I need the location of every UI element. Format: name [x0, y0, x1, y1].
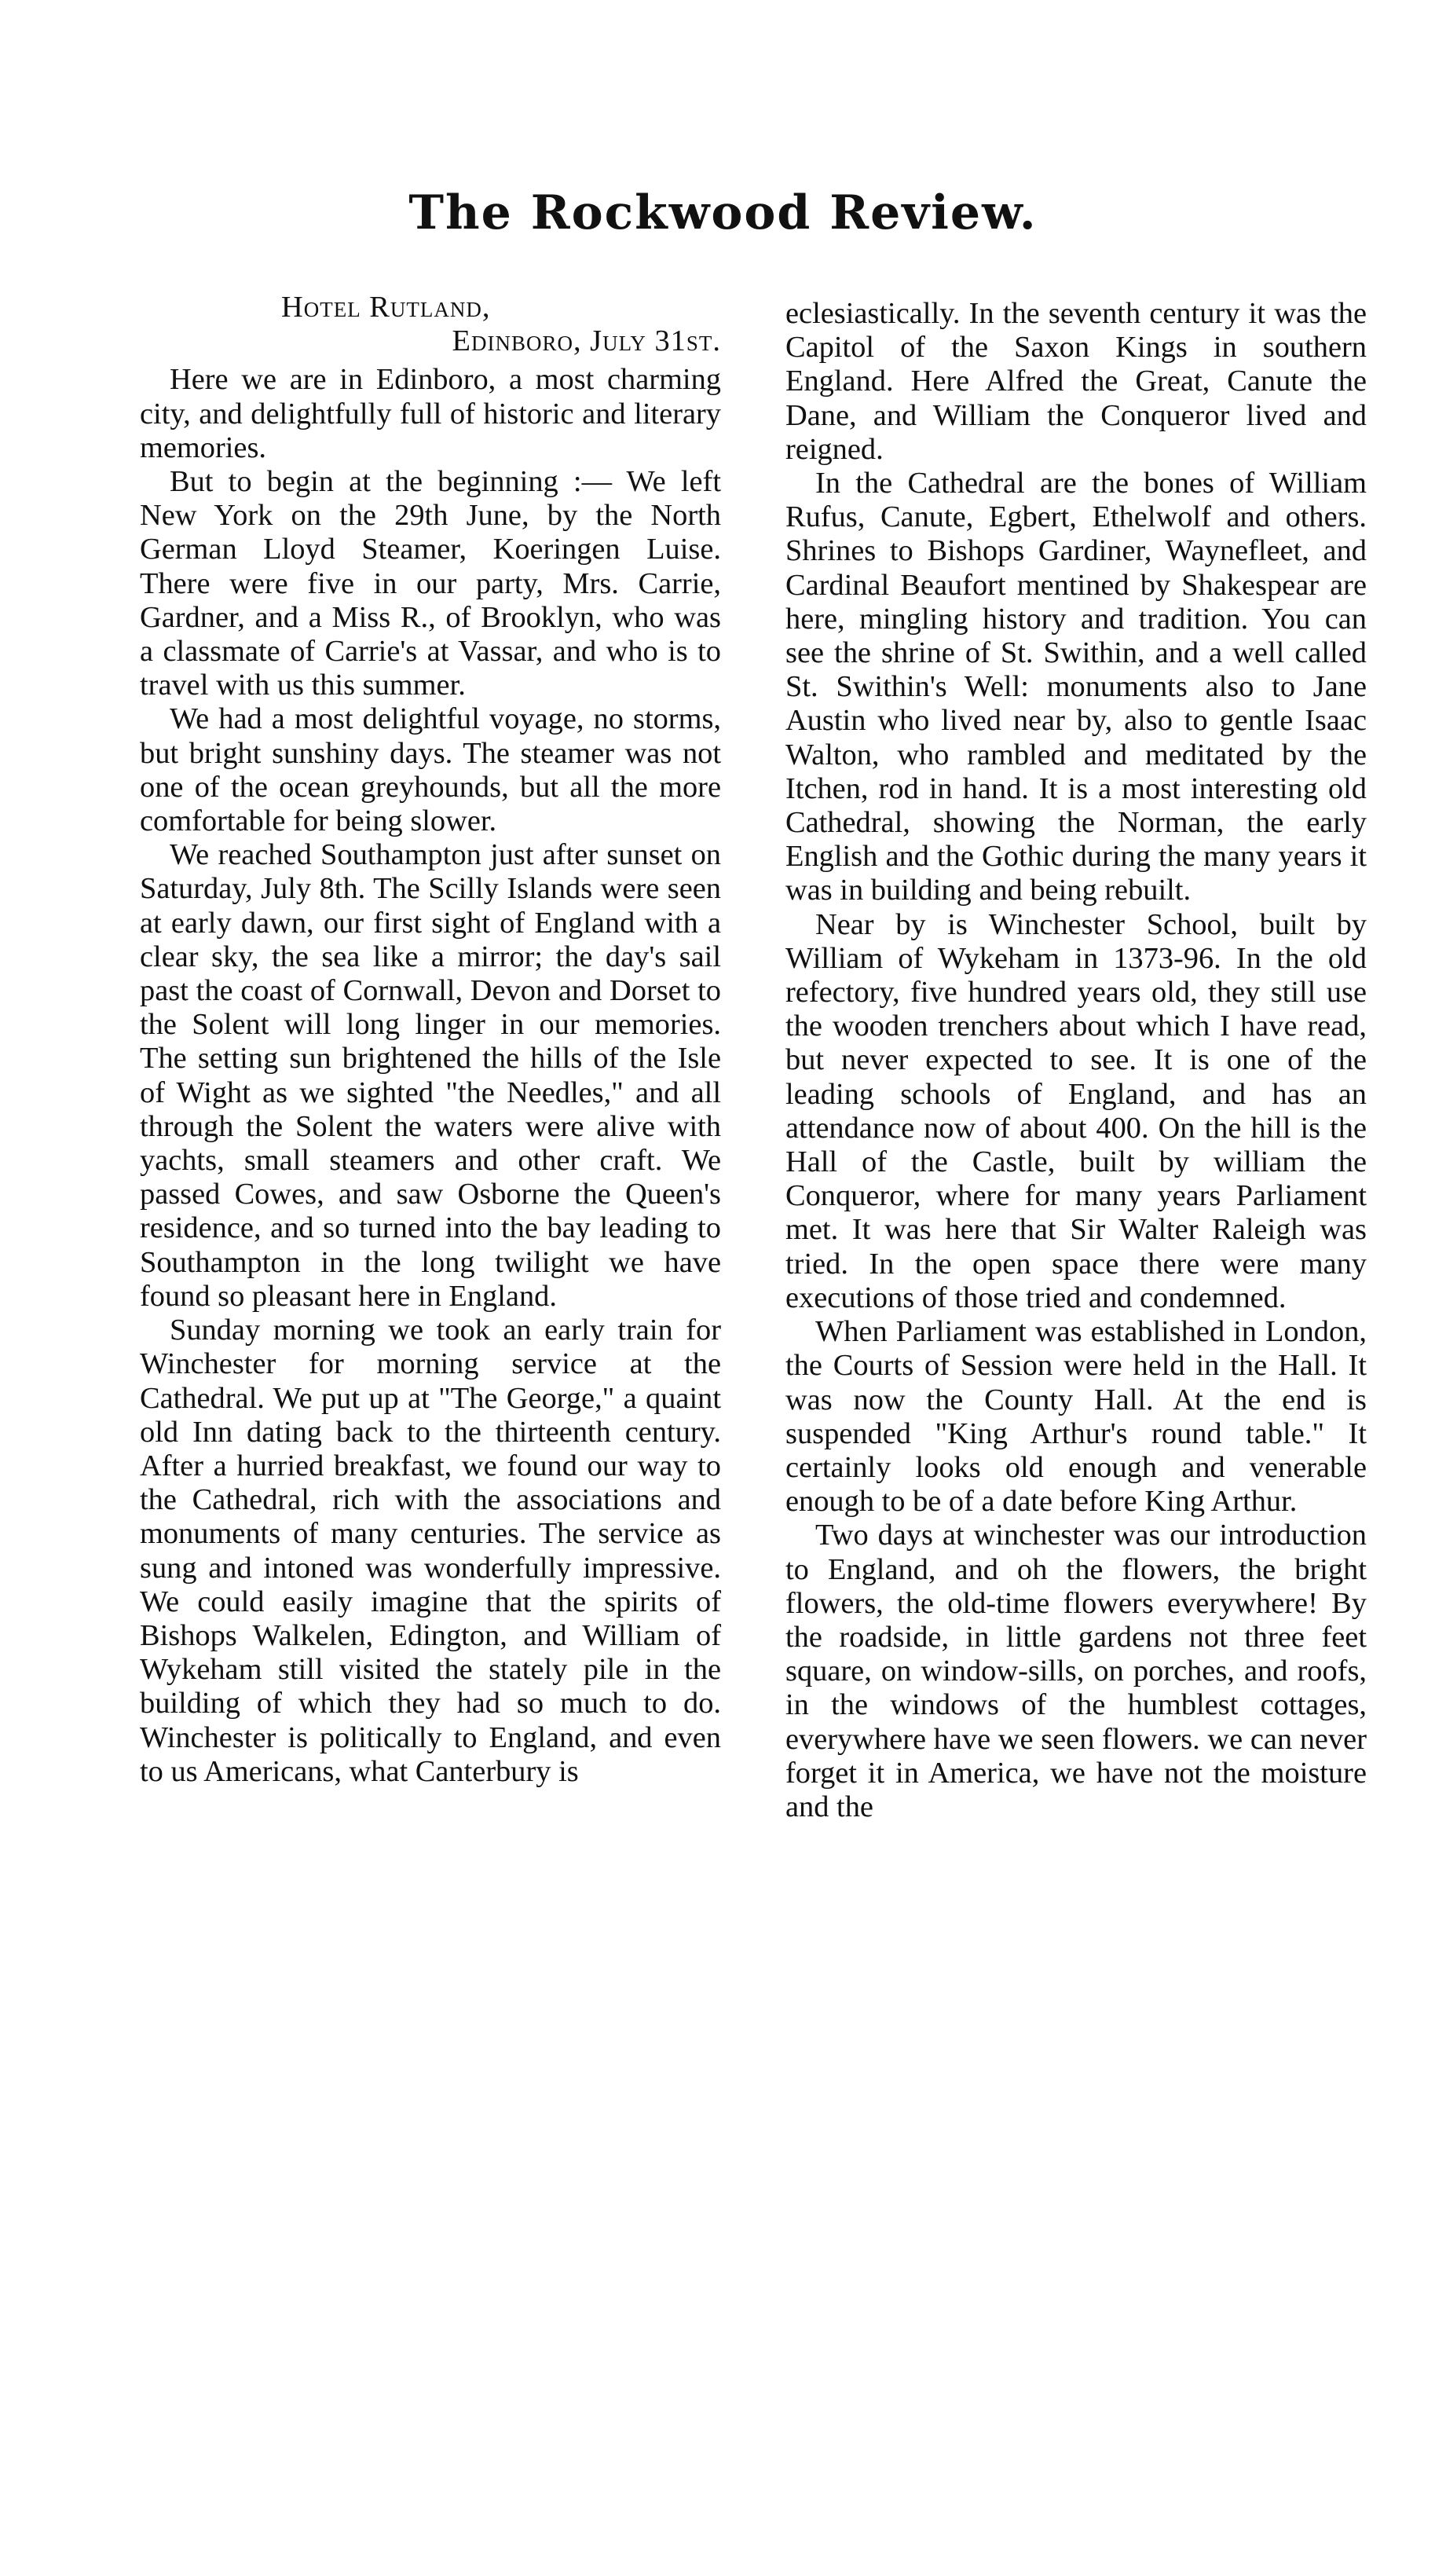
- paragraph-cathedral: In the Cathedral are the bones of William Rufus, Canute, Egbert, Ethelwolf and others. Shrines to Bishops Gardiner, Waynefleet, and Cardinal Beaufort mentined by Shakespear are here, mingling history and tradition. You can see the shrine of St. Swithin, and a well called St. Swithin's Well: monuments also to Jane Austin who lived near by, also to gentle Isaac Walton, who rambled and meditated by the Itchen, rod in hand. It is a most interesting old Cathedral, showing the Norman, the early English and the Gothic during the many years it was in building and being rebuilt.: [785, 467, 1367, 907]
- letter-heading-hotel: Hotel Rutland,: [281, 291, 491, 324]
- paragraph-southampton: We reached Southampton just after sunset on Saturday, July 8th. The Scilly Islands were seen at early dawn, our first sight of England with a clear sky, the sea like a mirror; the day's sail past the coast of Cornwall, Devon and Dorset to the Solent will long linger in our memories. The setting sun brightened the hills of the Isle of Wight as we sighted "the Needles," and all through the Solent the waters were alive with yachts, small steamers and other craft. We passed Cowes, and saw Osborne the Queen's residence, and so turned into the bay leading to Southampton in the long twilight we have found so pleasant here in England.: [140, 838, 721, 1313]
- paragraph-continuation: eclesiastically. In the seventh century it was the Capitol of the Saxon Kings in southern England. Here Alfred the Great, Canute the Dane, and William the Conqueror lived and reigned.: [785, 297, 1367, 466]
- paragraph-winchester: Sunday morning we took an early train for Winchester for morning service at the Cathedral. We put up at "The George," a quaint old Inn dating back to the thirteenth century. After a hurried breakfast, we found our way to the Cathedral, rich with the associations and monuments of many centuries. The service as sung and intoned was wonderfully impressive. We could easily imagine that the spirits of Bishops Walkelen, Edington, and William of Wykeham still visited the stately pile in the building of which they had so much to do. Winchester is politically to England, and even to us Americans, what Canterbury is: [140, 1314, 721, 1788]
- paragraph-school: Near by is Winchester School, built by William of Wykeham in 1373-96. In the old refectory, five hundred years old, they still use the wooden trenchers about which I have read, but never expected to see. It is one of the leading schools of England, and has an attendance now of about 400. On the hill is the Hall of the Castle, built by william the Conqueror, where for many years Parliament met. It was here that Sir Walter Raleigh was tried. In the open space there were many executions of those tried and condemned.: [785, 907, 1367, 1314]
- paragraph-voyage: We had a most delightful voyage, no storms, but bright sunshiny days. The steamer was not one of the ocean greyhounds, but all the more comfortable for being slower.: [140, 702, 721, 838]
- paragraph-intro: Here we are in Edinboro, a most charming city, and delightfully full of historic and literary memories.: [140, 363, 721, 464]
- letter-heading-dateline: Edinboro, July 31st.: [452, 324, 721, 358]
- paragraph-flowers: Two days at winchester was our introduction to England, and oh the flowers, the bright flowers, the old-time flowers everywhere! By the roadside, in little gardens not three feet square, on window-sills, on porches, and roofs, in the windows of the humblest cottages, everywhere have we seen flowers. we can never forget it in America, we have not the moisture and the: [785, 1519, 1367, 1823]
- left-column: [140, 291, 721, 1789]
- right-column: [785, 297, 1367, 1824]
- paragraph-departure: But to begin at the beginning :— We left New York on the 29th June, by the North German Lloyd Steamer, Koeringen Luise. There were five in our party, Mrs. Carrie, Gardner, and a Miss R., of Brooklyn, who was a classmate of Carrie's at Vassar, and who is to travel with us this summer.: [140, 465, 721, 702]
- paragraph-parliament: When Parliament was established in London, the Courts of Session were held in the Hall. It was now the County Hall. At the end is suspended "King Arthur's round table." It certainly looks old enough and venerable enough to be of a date before King Arthur.: [785, 1315, 1367, 1519]
- masthead-title: The Rockwood Review.: [408, 185, 1038, 240]
